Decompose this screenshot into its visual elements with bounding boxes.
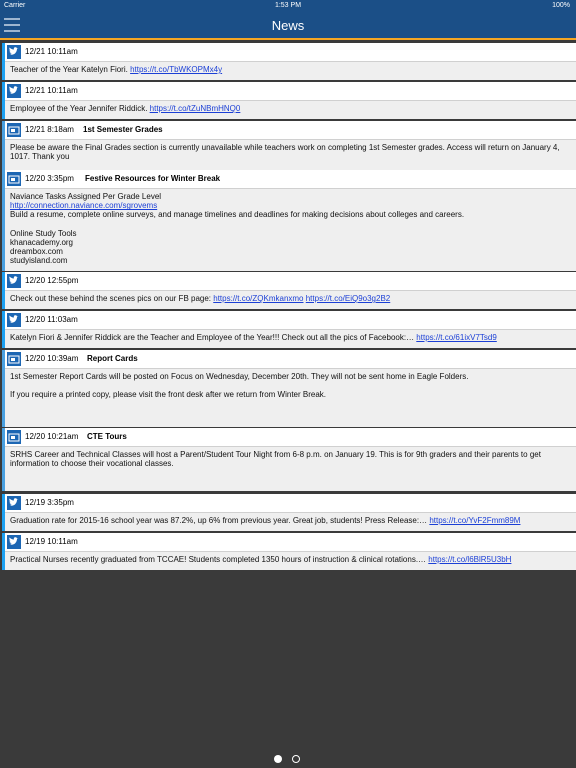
news-item[interactable] (2, 121, 576, 170)
news-date: 12/21 10:11am (25, 86, 78, 95)
news-date: 12/19 10:11am (25, 537, 78, 546)
news-text: Check out these behind the scenes pics on our FB page: (10, 294, 214, 303)
status-time: 1:53 PM (274, 2, 302, 9)
news-body (5, 140, 576, 170)
news-body (5, 189, 576, 271)
news-text: Please be aware the Final Grades section is currently unavailable while teachers work on completing 1st Semester grades. Access will return on January 4, 1017. Thank you (10, 143, 560, 162)
announcement-icon (7, 352, 21, 366)
news-item-header (5, 533, 576, 552)
news-body (5, 62, 576, 80)
news-body (5, 101, 576, 119)
news-title: CTE Tours (87, 432, 127, 441)
news-line: Online Study Tools (10, 228, 77, 238)
news-item[interactable] (2, 82, 576, 119)
page-dot[interactable] (292, 755, 300, 763)
news-body (5, 513, 576, 531)
news-line: Naviance Tasks Assigned Per Grade Level (10, 192, 162, 201)
news-text: SRHS Career and Technical Classes will host a Parent/Student Tour Night from 6-8 p.m. on January 19. This is for 9th graders and their parents to get information to choose their vocational classes. (10, 450, 541, 469)
news-item[interactable] (2, 494, 576, 531)
status-bar (0, 0, 576, 12)
news-date: 12/20 10:39am (25, 354, 79, 363)
news-item-header (5, 494, 576, 513)
news-line: khanacademy.org (10, 237, 73, 247)
news-item[interactable] (2, 533, 576, 570)
announcement-icon (7, 172, 21, 186)
news-item-header (5, 350, 576, 369)
page-title: News (271, 18, 305, 33)
news-item[interactable] (2, 43, 576, 80)
news-line-spacer (10, 220, 572, 229)
announcement-icon (7, 430, 21, 444)
twitter-icon (7, 535, 21, 549)
news-item[interactable] (2, 170, 576, 271)
news-title: Report Cards (87, 354, 138, 363)
news-body (5, 291, 576, 309)
announcement-icon (7, 123, 21, 137)
news-line: dreambox.com (10, 246, 63, 256)
news-date: 12/20 11:03am (25, 315, 78, 324)
carrier-label: Carrier (4, 2, 26, 9)
news-line: studyisland.com (10, 256, 68, 266)
news-body (5, 552, 576, 570)
news-date: 12/20 12:55pm (25, 276, 79, 285)
news-line: Build a resume, complete online surveys, and manage timelines and deadlines for making decisions about colleges and careers. (10, 210, 465, 220)
news-text: Teacher of the Year Katelyn Fiori. (10, 65, 131, 74)
twitter-icon (7, 274, 21, 288)
news-link[interactable]: https://t.co/YvF2Fmm89M (429, 516, 521, 525)
page-control[interactable] (0, 750, 576, 768)
news-body (5, 330, 576, 348)
news-link[interactable]: https://t.co/ZQKmkanxmo (213, 294, 304, 303)
twitter-icon (7, 313, 21, 327)
nav-bar (0, 12, 576, 40)
news-link[interactable]: https://t.co/EiQ9o3g2B2 (305, 294, 391, 303)
page-dot-active[interactable] (274, 755, 282, 763)
news-item[interactable] (2, 350, 576, 427)
news-paragraph: If you require a printed copy, please visit the front desk after we return from Winter Break. (10, 390, 326, 400)
twitter-icon (7, 496, 21, 510)
news-item[interactable] (2, 311, 576, 348)
news-title: 1st Semester Grades (83, 125, 163, 134)
news-item-header (5, 272, 576, 291)
news-body (5, 369, 576, 427)
news-link[interactable]: https://t.co/TbWKOPMx4y (130, 65, 223, 74)
news-text: Graduation rate for 2015-16 school year was 87.2%, up 6% from previous year. Great job, students! Press Release:… (10, 516, 430, 525)
news-link[interactable]: https://t.co/l6BlR5U3bH (428, 555, 512, 564)
news-text: Employee of the Year Jennifer Riddick. (10, 104, 150, 113)
news-link[interactable]: https://t.co/tZuNBmHNQ0 (149, 104, 241, 113)
news-item-header (5, 428, 576, 447)
news-item-header (5, 311, 576, 330)
news-item-header (5, 170, 576, 189)
news-item[interactable] (2, 428, 576, 491)
news-item-header (5, 43, 576, 62)
news-item-header (5, 121, 576, 140)
news-date: 12/19 3:35pm (25, 498, 74, 507)
news-item-header (5, 82, 576, 101)
news-date: 12/20 10:21am (25, 432, 79, 441)
news-text: Katelyn Fiori & Jennifer Riddick are the Teacher and Employee of the Year!!! Check out all the pics of Facebook:… (10, 333, 417, 342)
news-title: Festive Resources for Winter Break (85, 174, 221, 183)
news-date: 12/21 10:11am (25, 47, 78, 56)
twitter-icon (7, 84, 21, 98)
news-link[interactable]: http://connection.naviance.com/sgrovems (10, 201, 158, 211)
news-item[interactable] (2, 272, 576, 309)
news-date: 12/20 3:35pm (25, 174, 74, 183)
news-text: Practical Nurses recently graduated from TCCAE! Students completed 1350 hours of instruction & clinical rotations.… (10, 555, 429, 564)
news-link[interactable]: https://t.co/61ixV7Tsd9 (416, 333, 497, 342)
twitter-icon (7, 45, 21, 59)
news-date: 12/21 8:18am (25, 125, 74, 134)
news-paragraph: 1st Semester Report Cards will be posted on Focus on Wednesday, December 20th. They will not be sent home in Eagle Folders. (10, 372, 469, 381)
battery-label: 100% (552, 2, 570, 9)
news-body (5, 447, 576, 491)
